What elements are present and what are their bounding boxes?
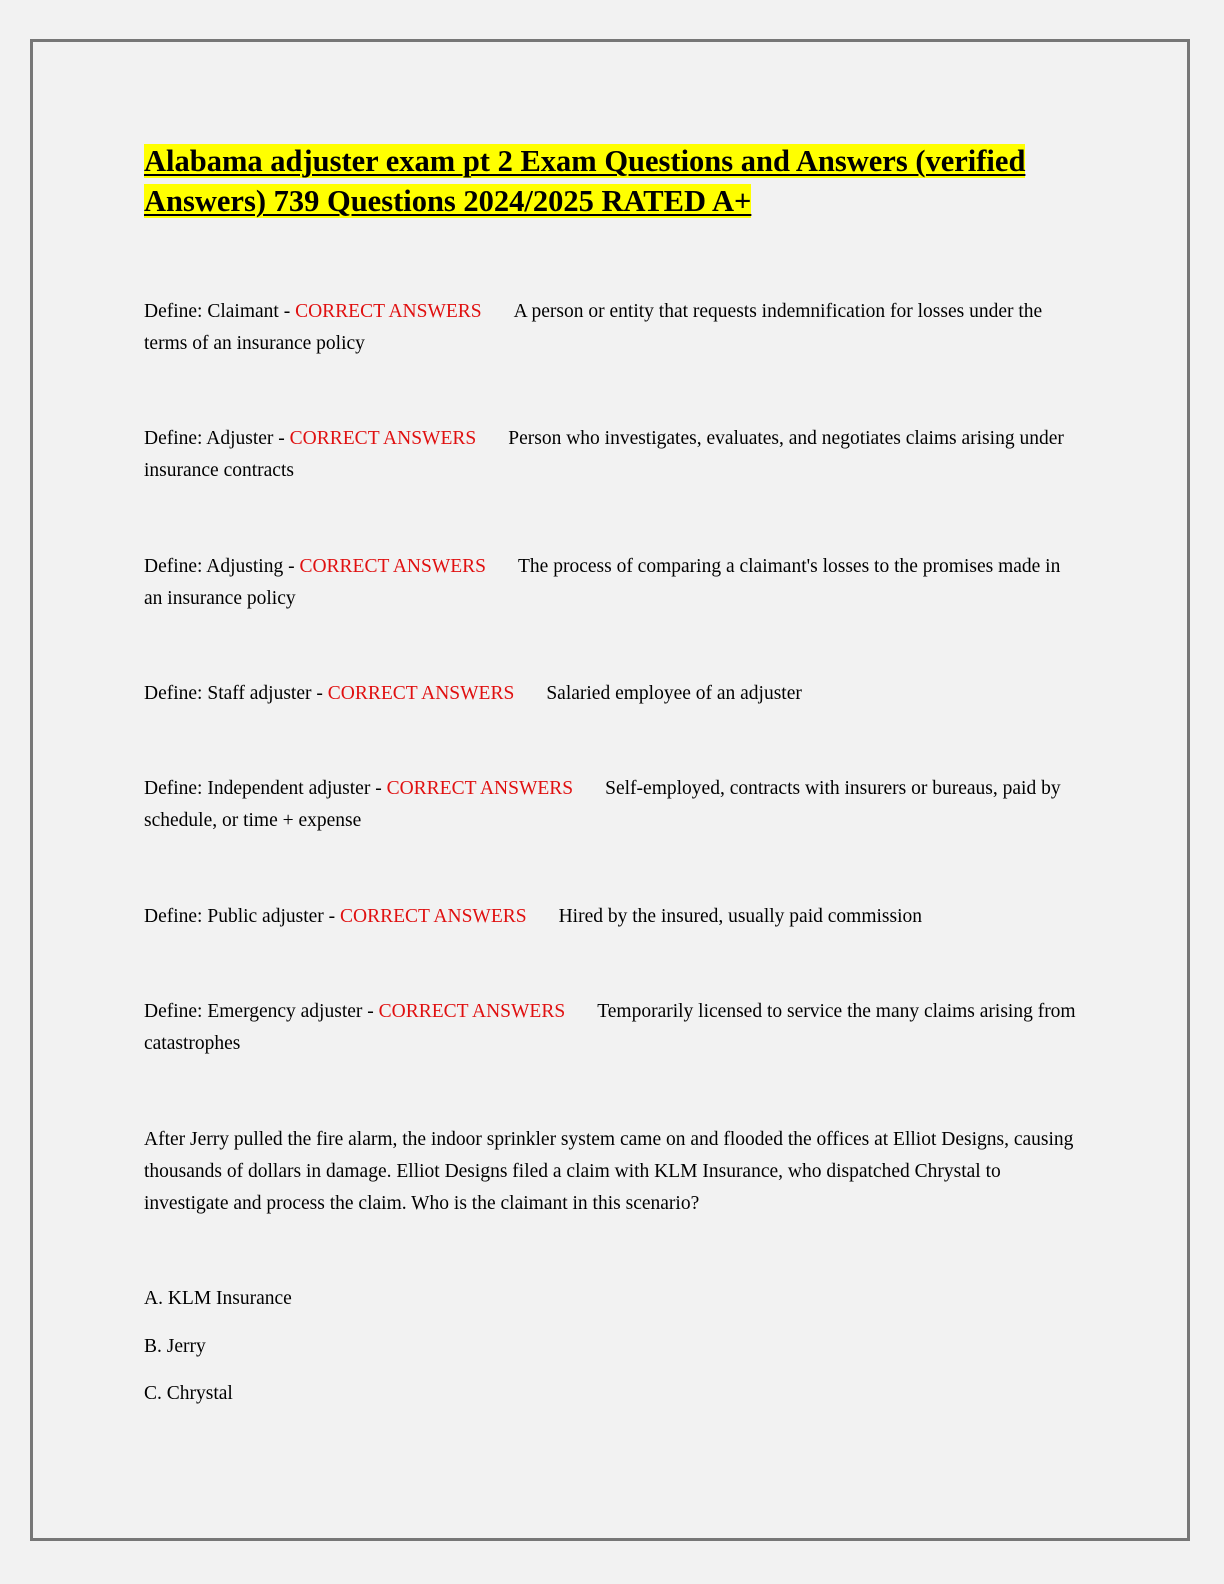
entry-term: Define: Emergency adjuster - xyxy=(144,1001,374,1022)
answer-option-b: B. Jerry xyxy=(144,1336,206,1357)
definition-entry-staff-adjuster xyxy=(144,678,1079,710)
answer-option-a: A. KLM Insurance xyxy=(144,1288,292,1309)
answer-option-c: C. Chrystal xyxy=(144,1383,233,1404)
definition-entry-claimant xyxy=(144,296,1079,360)
entry-definition: Hired by the insured, usually paid commission xyxy=(558,906,923,927)
correct-answers-label: CORRECT ANSWERS xyxy=(289,428,477,449)
entry-definition: Temporarily licensed to service the many claims arising from catastrophes xyxy=(144,1001,1076,1054)
document-title: Alabama adjuster exam pt 2 Exam Questions and Answers (verified Answers) 739 Questions 2024/2025 RATED A+ xyxy=(144,144,1026,218)
correct-answers-label: CORRECT ANSWERS xyxy=(340,906,527,927)
entry-definition: A person or entity that requests indemnification for losses under the terms of an insurance policy xyxy=(144,301,1043,354)
entry-definition: Person who investigates, evaluates, and negotiates claims arising under insurance contracts xyxy=(144,428,1064,481)
definition-entry-independent-adjuster xyxy=(144,773,1079,837)
correct-answers-label: CORRECT ANSWERS xyxy=(386,778,574,799)
entry-term: Define: Claimant - xyxy=(144,301,291,322)
correct-answers-label: CORRECT ANSWERS xyxy=(378,1001,566,1022)
entry-term: Define: Public adjuster - xyxy=(144,906,336,927)
definition-entry-emergency-adjuster xyxy=(144,996,1079,1060)
correct-answers-label: CORRECT ANSWERS xyxy=(299,556,487,577)
scenario-question: After Jerry pulled the fire alarm, the indoor sprinkler system came on and flooded the offices at Elliot Designs, causing thousands of dollars in damage. Elliot Designs filed a claim with KLM Insurance, who dispatched Chrystal to investigate and process the claim. Who is the claimant in this scenario? xyxy=(144,1129,1074,1214)
correct-answers-label: CORRECT ANSWERS xyxy=(327,683,515,704)
definition-entry-adjuster xyxy=(144,423,1079,487)
entry-definition: Self-employed, contracts with insurers or bureaus, paid by schedule, or time + expense xyxy=(144,778,1061,831)
correct-answers-label: CORRECT ANSWERS xyxy=(295,301,482,322)
entry-term: Define: Adjusting - xyxy=(144,556,295,577)
entry-term: Define: Staff adjuster - xyxy=(144,683,323,704)
entry-term: Define: Adjuster - xyxy=(144,428,285,449)
entry-definition: Salaried employee of an adjuster xyxy=(546,683,802,704)
definition-entry-public-adjuster xyxy=(144,901,1079,933)
definition-entry-adjusting xyxy=(144,551,1079,615)
entry-definition: The process of comparing a claimant's losses to the promises made in an insurance policy xyxy=(144,556,1061,609)
entry-term: Define: Independent adjuster - xyxy=(144,778,382,799)
